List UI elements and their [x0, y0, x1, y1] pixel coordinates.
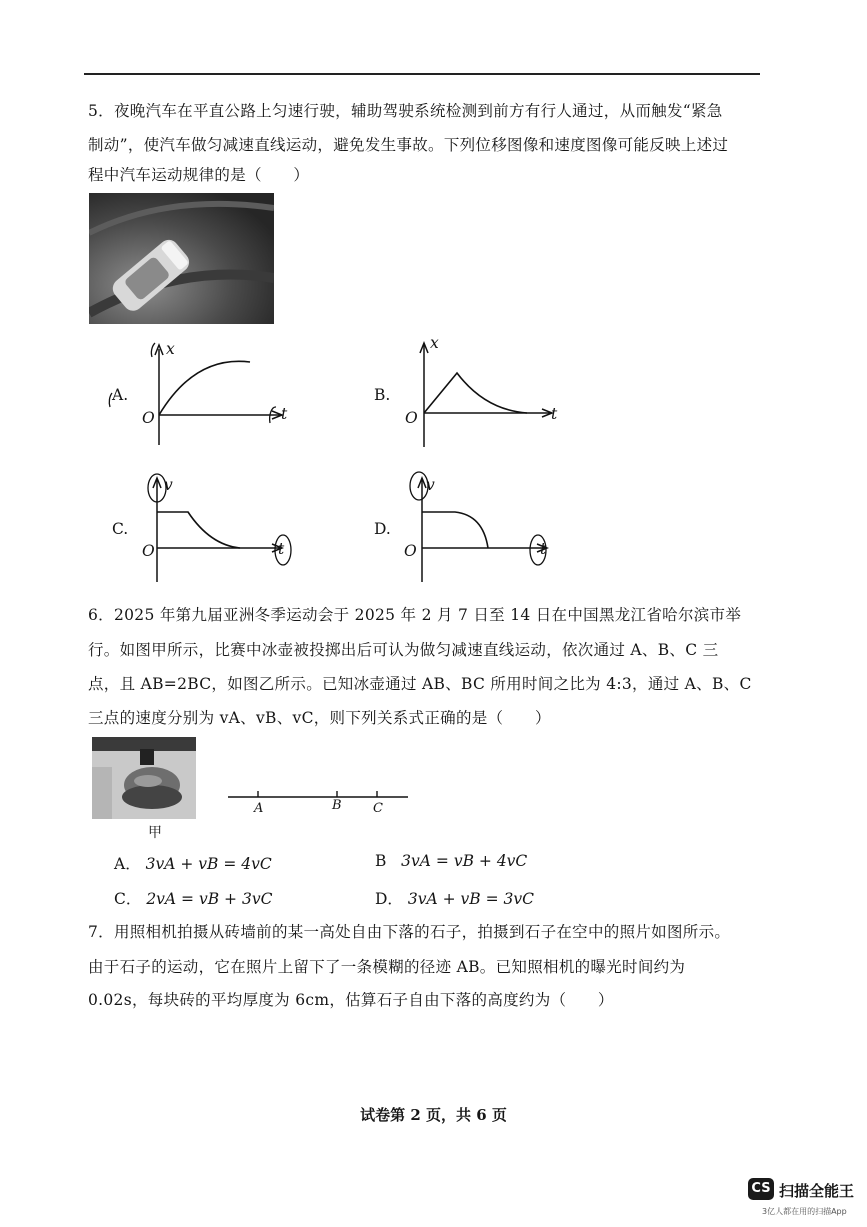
- header-rule: [84, 73, 760, 75]
- curling-photo: [92, 737, 196, 819]
- q6-option-d-expr: 3vA + vB = 3vC: [407, 890, 534, 908]
- graph-c-y-axis-label: v: [164, 476, 173, 494]
- q7-line-1: 7．用照相机拍摄从砖墙前的某一高处自由下落的石子，拍摄到石子在空中的照片如图所示。: [88, 923, 731, 941]
- graph-b: [395, 335, 565, 454]
- q6-line-2: 行。如图甲所示，比赛中冰壶被投掷出后可认为做匀减速直线运动，依次通过 A、B、C 三: [88, 641, 719, 659]
- graph-d: [395, 470, 565, 589]
- graph-b-y-axis-label: x: [430, 334, 439, 352]
- q6-line-1: 6．2025 年第九届亚洲冬季运动会于 2025 年 2 月 7 日至 14 日在中国黑龙江省哈尔滨市举: [88, 606, 742, 624]
- q6-line-3: 点，且 AB=2BC，如图乙所示。已知冰壶通过 AB、BC 所用时间之比为 4:3，通过 A、B、C: [88, 675, 752, 693]
- night-car-photo: [89, 193, 274, 324]
- graph-c: [100, 470, 300, 589]
- q7-line-2: 由于石子的运动，它在照片上留下了一条模糊的径迹 AB。已知照相机的曝光时间约为: [88, 958, 686, 976]
- q6-line-4: 三点的速度分别为 vA、vB、vC，则下列关系式正确的是（ ）: [88, 709, 551, 727]
- q6-option-d: [375, 887, 534, 909]
- q6-option-c: [114, 887, 272, 909]
- photo-caption: 甲: [148, 825, 162, 841]
- point-b-label: B: [332, 798, 342, 813]
- graph-a: [100, 335, 300, 454]
- q6-option-d-label: D．: [375, 890, 403, 908]
- graph-b-label: B.: [374, 386, 391, 404]
- q6-option-a: [114, 852, 272, 874]
- graph-c-origin: O: [142, 542, 155, 560]
- q7-line-3: 0.02s，每块砖的平均厚度为 6cm，估算石子自由下落的高度约为（ ）: [88, 991, 614, 1009]
- q6-option-a-expr: 3vA + vB = 4vC: [145, 855, 272, 873]
- q6-option-b-label: B: [375, 852, 387, 870]
- graph-a-label: A.: [112, 386, 129, 404]
- camscanner-logo: CS: [748, 1178, 774, 1200]
- graph-d-label: D.: [374, 520, 391, 538]
- graph-b-x-axis-label: t: [551, 405, 558, 423]
- point-a-label: A: [254, 801, 264, 816]
- q5-line-1: 5．夜晚汽车在平直公路上匀速行驶，辅助驾驶系统检测到前方有行人通过，从而触发“紧急: [88, 102, 723, 120]
- graph-a-x-axis-label: t: [281, 405, 288, 423]
- camscanner-name: 扫描全能王: [779, 1182, 855, 1200]
- q6-option-b-expr: 3vA = vB + 4vC: [401, 852, 528, 870]
- graph-d-x-axis-label: t: [540, 540, 547, 558]
- q5-line-2: 制动”，使汽车做匀减速直线运动，避免发生事故。下列位移图像和速度图像可能反映上述过: [88, 136, 729, 154]
- q6-option-c-expr: 2vA = vB + 3vC: [146, 890, 273, 908]
- graph-a-origin: O: [142, 409, 155, 427]
- page-footer: 试卷第 2 页，共 6 页: [360, 1106, 507, 1124]
- q6-option-b: [375, 852, 527, 870]
- point-c-label: C: [373, 801, 383, 816]
- graph-a-y-axis-label: x: [166, 340, 175, 358]
- q5-line-3: 程中汽车运动规律的是（ ）: [88, 166, 310, 184]
- graph-d-origin: O: [404, 542, 417, 560]
- graph-c-label: C.: [112, 520, 129, 538]
- graph-c-x-axis-label: t: [278, 540, 285, 558]
- camscanner-tagline: 3亿人都在用的扫描App: [762, 1207, 847, 1216]
- graph-b-origin: O: [405, 409, 418, 427]
- q6-option-a-label: A．: [114, 855, 141, 873]
- q6-option-c-label: C．: [114, 890, 142, 908]
- graph-d-y-axis-label: v: [426, 476, 435, 494]
